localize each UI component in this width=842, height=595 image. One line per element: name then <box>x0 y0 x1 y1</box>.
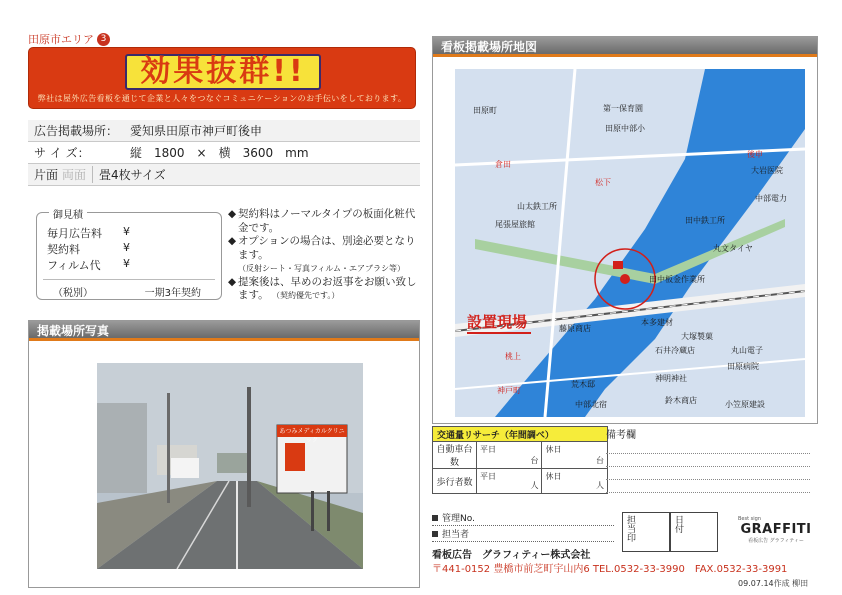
management-rows <box>432 510 614 542</box>
note-contract <box>228 208 422 235</box>
square-bullet-icon <box>432 515 438 521</box>
location-value: 愛知県田原市神戸町後申 <box>130 124 263 138</box>
single-side-label: 片面 <box>34 168 59 182</box>
note-reply-text: 提案後は、早めのお返事をお願い致します。 <box>238 275 417 301</box>
car-weekday-unit: 台 <box>530 456 539 465</box>
site-map <box>455 69 805 417</box>
map-label-kanbe: 神戸町 <box>497 386 521 395</box>
spec-table <box>28 120 420 186</box>
map-label-honda: 本多建材 <box>641 318 673 327</box>
management-no-label: 管理No. <box>442 514 475 524</box>
side-label <box>28 166 92 183</box>
map-section-title: 看板掲載場所地図 <box>433 37 817 57</box>
map-label-kurata: 倉田 <box>495 160 511 169</box>
note-option <box>228 235 422 276</box>
film-fee-yen: ¥ <box>123 257 130 270</box>
estimate-footer <box>43 279 215 299</box>
walk-weekday-label: 平日 <box>480 472 496 481</box>
diamond-icon: ◆ <box>228 275 237 288</box>
estimate-box <box>36 212 222 300</box>
monthly-fee-yen: ¥ <box>123 225 130 238</box>
remarks-line <box>606 480 810 493</box>
map-label-owariya: 尾張屋旅館 <box>495 220 535 229</box>
pedestrian-count-label: 歩行者数 <box>433 469 477 494</box>
contact-person-label: 担当者 <box>442 530 470 540</box>
map-label-momogami: 桃上 <box>505 352 521 361</box>
term-label: 一期3年契約 <box>144 288 201 299</box>
map-label-ogasawara: 小笠原建設 <box>725 400 765 409</box>
map-label-shinmei: 神明神社 <box>655 374 687 383</box>
film-fee-label: フィルム代 <box>47 259 101 272</box>
company-name: 看板広告 グラフィティー株式会社 <box>432 550 591 561</box>
map-label-chubu-hokushuku: 中部北宿 <box>575 400 607 409</box>
estimate-title: 御見積 <box>49 206 87 221</box>
date-stamp-cell <box>670 512 718 552</box>
double-side-label: 両面 <box>62 168 87 182</box>
monthly-fee-label: 毎月広告料 <box>47 227 102 240</box>
contact-person-row <box>432 526 614 542</box>
remarks-title: 備考欄 <box>606 430 636 441</box>
size-label: サ イ ズ： <box>34 146 90 160</box>
map-label-maruyama: 丸山電子 <box>731 346 763 355</box>
square-bullet-icon <box>432 531 438 537</box>
remarks-line <box>606 454 810 467</box>
diamond-icon: ◆ <box>228 235 237 247</box>
tax-label: （税別） <box>53 288 93 299</box>
spec-row-size <box>28 142 420 164</box>
map-label-oiwa: 大岩医院 <box>751 166 783 175</box>
map-label-goshin: 後申 <box>747 150 763 159</box>
side-value: 畳4枚サイズ <box>92 166 166 183</box>
contract-fee-yen: ¥ <box>123 241 130 254</box>
traffic-row-walkers <box>433 469 608 494</box>
map-label-otsuka: 大塚製菓 <box>681 332 713 341</box>
company-address: 〒441-0152 豊橋市前芝町宇山内6 TEL.0532-33-3990 FAX.0532-33-3991 <box>432 564 788 575</box>
date-stamp-label: 日付 <box>673 515 683 533</box>
banner-subtitle: 弊社は屋外広告看板を通じて企業と人々をつなぐコミュニケーションのお手伝いをしております。 <box>37 94 407 103</box>
site-photo <box>97 363 363 569</box>
map-label-ishii: 石井冷蔵店 <box>655 346 695 355</box>
map-label-araki: 荒木邸 <box>571 380 595 389</box>
map-label-santai: 山太鉄工所 <box>517 202 557 211</box>
map-label-fujiwara: 藤原商店 <box>559 324 591 333</box>
map-label-tanaka-sheet: 田中板金作業所 <box>649 275 705 284</box>
map-label-tanaka-iron: 田中鉄工所 <box>685 216 725 225</box>
notes-list <box>228 208 422 303</box>
area-label-text: 田原市エリア <box>28 33 94 46</box>
contract-fee-label: 契約料 <box>47 243 80 256</box>
map-label-nursery: 第一保育園 <box>603 104 643 113</box>
management-no-row <box>432 510 614 526</box>
walk-holiday-label: 休日 <box>545 472 562 481</box>
person-stamp-label: 担当印 <box>625 515 635 542</box>
stamp-box <box>622 512 718 552</box>
area-number-badge: 3 <box>97 33 110 46</box>
created-note: 09.07.14作成 柳田 <box>738 579 809 588</box>
note-option-detail: （反射シート・写真フィルム・エアブラシ等） <box>238 264 406 273</box>
map-panel <box>432 36 818 424</box>
location-label: 広告掲載場所： <box>34 124 119 138</box>
note-option-text: オプションの場合は、別途必要となります。 <box>238 235 416 261</box>
spec-row-location <box>28 120 420 142</box>
traffic-title: 交通量リサーチ（年間調べ） <box>433 427 608 442</box>
banner-title: 効果抜群!! <box>125 54 321 90</box>
headline-banner <box>28 47 416 109</box>
car-weekday-label: 平日 <box>480 445 496 454</box>
remarks-line <box>606 467 810 480</box>
map-label-suzuki: 鈴木商店 <box>665 396 697 405</box>
photo-section-title: 掲載場所写真 <box>29 321 419 341</box>
diamond-icon: ◆ <box>228 208 237 220</box>
person-stamp-cell <box>622 512 670 552</box>
remarks-box <box>602 426 814 492</box>
logo-wordmark: GRAFFITI <box>740 522 812 537</box>
map-label-hospital: 田原病院 <box>727 362 759 371</box>
note-reply-detail: （契約優先です。） <box>272 291 340 300</box>
logo-subtext: 看板広告 グラフィティー <box>748 538 804 544</box>
traffic-table <box>432 426 608 494</box>
map-label-chubu-electric: 中部電力 <box>755 194 787 203</box>
car-holiday-label: 休日 <box>545 445 562 454</box>
photo-sign-text: あつみメディカルクリニック <box>279 428 345 444</box>
walk-weekday-unit: 人 <box>530 481 539 490</box>
area-label <box>28 31 110 47</box>
street-photo-image <box>97 363 363 569</box>
size-value: 縦 1800 × 横 3600 mm <box>130 146 309 160</box>
map-label-school: 田原中部小 <box>605 124 645 133</box>
photo-panel <box>28 320 420 588</box>
note-contract-text: 契約料はノーマルタイプの板面化粧代金です。 <box>238 208 416 234</box>
company-logo <box>738 516 814 544</box>
note-reply <box>228 276 422 303</box>
logo-tagline: Best sign <box>738 516 761 522</box>
site-location-label: 設置現場 <box>467 311 531 334</box>
car-holiday-unit: 台 <box>596 456 604 465</box>
map-label-marubun: 丸文タイヤ <box>713 244 753 253</box>
spec-row-side <box>28 164 420 186</box>
walk-holiday-unit: 人 <box>596 481 604 490</box>
car-count-label: 自動車台数 <box>433 442 477 469</box>
traffic-row-cars <box>433 442 608 469</box>
map-label-tahara: 田原町 <box>473 106 497 115</box>
map-label-matsushita: 松下 <box>595 178 611 187</box>
remarks-line <box>606 441 810 454</box>
